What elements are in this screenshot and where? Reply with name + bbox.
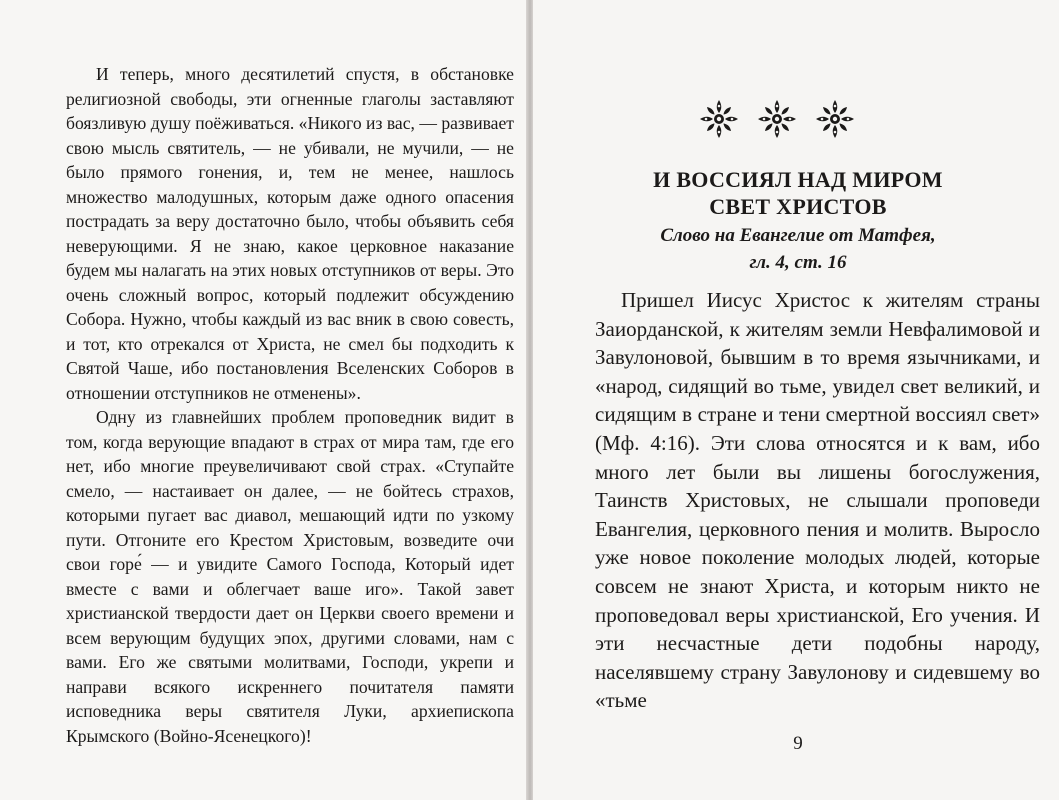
cross-flower-ornament-icon [756,98,798,140]
chapter-subtitle [573,222,1023,276]
chapter-title [573,166,1023,220]
right-page-text [595,286,1040,715]
cross-flower-ornament-icon [698,98,740,140]
right-page [533,0,1059,800]
chapter-subtitle-line-1: Слово на Евангелие от Матфея, [660,225,936,246]
cross-flower-ornament-icon [814,98,856,140]
chapter-subtitle-line-2: гл. 4, ст. 16 [749,252,847,273]
ornament-row [698,98,898,142]
chapter-title-line-2: СВЕТ ХРИСТОВ [709,194,887,219]
left-page [0,0,528,800]
left-paragraph-1: И теперь, много десятилетий спустя, в обстановке религиозной свободы, эти огненные глаголы заставляют боязливую душу поёживаться. «Никого из вас, — развивает свою мысль святитель, — не убивали, не мучили, — не было прямого гонения, и, тем не менее, нашлось множество малодушных, которым даже одного опасения пострадать за веру достаточно было, чтобы объявить себя неверующими. Я не знаю, какое церковное наказание будем мы налагать на этих новых отступников от веры. Это очень сложный вопрос, который подлежит обсуждению Собора. Нужно, чтобы каждый из вас вник в свою совесть, и тот, кто отрекался от Христа, не смел бы подходить к Святой Чаше, ибо постановления Вселенских Соборов в отношении отступников не отменены». [66,64,514,403]
left-paragraph-2: Одну из главнейших проблем проповедник видит в том, когда верующие впадают в страх от мира там, где его нет, ибо многие преувеличивают свой страх. «Ступайте смело, — настаивает он далее, — не бойтесь страхов, которыми пугает вас диавол, мешающий идти по узкому пути. Отгоните его Крестом Христовым, возведите очи свои горе́ — и увидите Самого Господа, Который идет вместе с вами и облегчает ваше иго». Такой завет христианской твердости дает он Церкви своего времени и всем верующим будущих эпох, другими словами, нам с вами. Его же святыми молитвами, Господи, укрепи и направи всякого искреннего почитателя памяти исповедника веры святителя Луки, архиепископа Крымского (Войно-Ясенецкого)! [66,407,514,746]
page-number: 9 [793,733,803,754]
chapter-title-line-1: И ВОССИЯЛ НАД МИРОМ [653,167,943,192]
left-page-text [66,62,514,748]
right-paragraph-1: Пришел Иисус Христос к жителям страны Заиорданской, к жителям земли Невфалимовой и Завулоновой, бывшим в то время язычниками, и «народ, сидящий во тьме, увидел свет великий, и сидящим в стране и тени смертной воссиял свет» (Мф. 4:16). Эти слова относятся и к вам, ибо много лет были вы лишены богослужения, Таинств Христовых, не слышали проповеди Евангелия, церковного пения и молитв. Выросло уже новое поколение молодых людей, которые совсем не знают Христа, и которым никто не проповедовал веры христианской, Его учения. И эти несчастные дети подобны народу, населявшему страну Завулонову и сидевшему во «тьме [595,288,1040,713]
